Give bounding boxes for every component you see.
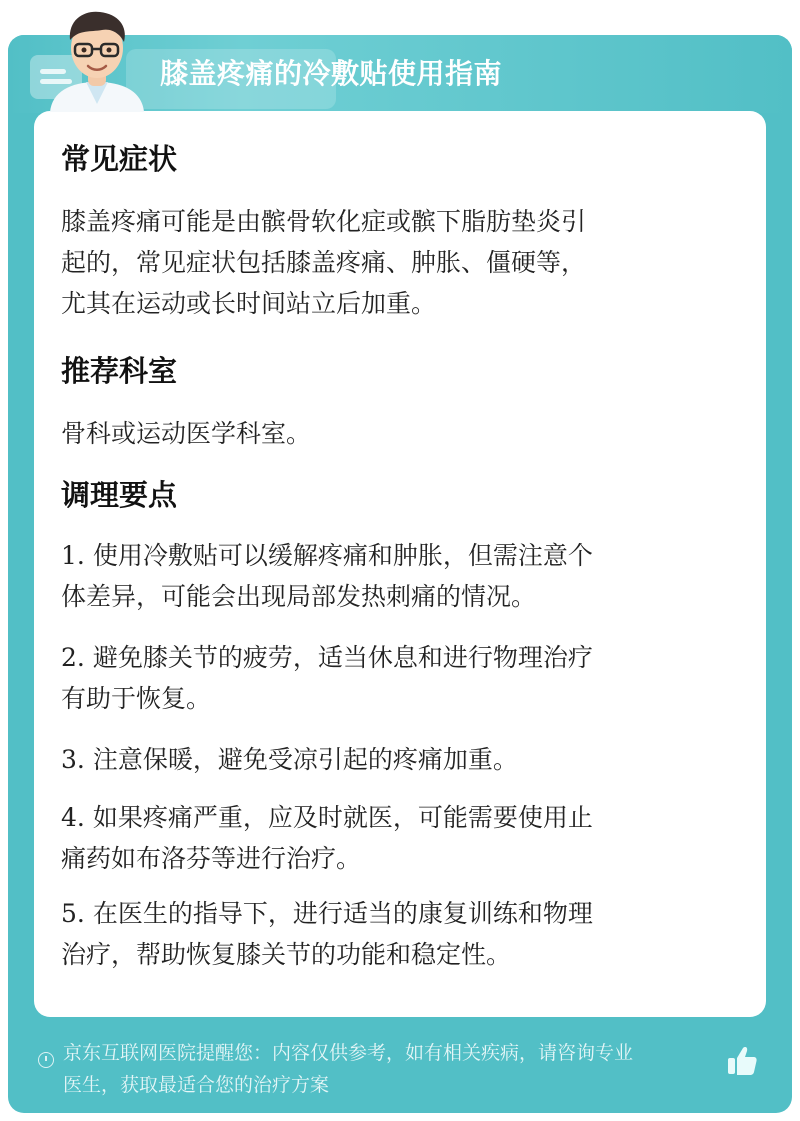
care-item-text: 痛药如布洛芬等进行治疗。 [61, 844, 362, 873]
disclaimer-line: 京东互联网医院提醒您：内容仅供参考，如有相关疾病，请咨询专业 [63, 1042, 634, 1064]
care-item-text: 有助于恢复。 [61, 684, 212, 713]
symptoms-line: 膝盖疼痛可能是由髌骨软化症或髌下脂肪垫炎引 [61, 207, 587, 236]
page-title: 膝盖疼痛的冷敷贴使用指南 [160, 57, 503, 90]
care-item-text: 使用冷敷贴可以缓解疼痛和肿胀，但需注意个 [92, 541, 593, 570]
section-title-care: 调理要点 [61, 478, 178, 512]
care-item [61, 797, 741, 879]
care-item-text: 治疗，帮助恢复膝关节的功能和稳定性。 [61, 940, 512, 969]
department-text: 骨科或运动医学科室。 [61, 419, 312, 448]
article-frame [8, 35, 792, 1113]
section-title-symptoms: 常见症状 [61, 142, 178, 176]
care-item-text: 体差异，可能会出现局部发热刺痛的情况。 [61, 582, 537, 611]
care-item-number: 4. [61, 803, 85, 832]
care-item [61, 893, 741, 975]
care-item [61, 739, 741, 780]
symptoms-line: 起的，常见症状包括膝盖疼痛、肿胀、僵硬等， [61, 248, 587, 277]
care-item-number: 3. [61, 745, 85, 774]
care-item-number: 5. [61, 899, 85, 928]
thumbs-up-icon[interactable] [724, 1043, 760, 1079]
symptoms-text [61, 201, 741, 324]
care-item-number: 2. [61, 643, 85, 672]
section-title-department: 推荐科室 [61, 354, 178, 388]
care-item-text: 如果疼痛严重，应及时就医，可能需要使用止 [92, 803, 593, 832]
care-item-text: 避免膝关节的疲劳，适当休息和进行物理治疗 [92, 643, 593, 672]
care-item [61, 535, 741, 617]
doctor-avatar-icon [42, 8, 152, 112]
care-item-text: 在医生的指导下，进行适当的康复训练和物理 [92, 899, 593, 928]
care-item-text: 注意保暖，避免受凉引起的疼痛加重。 [92, 745, 518, 774]
symptoms-line: 尤其在运动或长时间站立后加重。 [61, 289, 437, 318]
content-card [34, 111, 766, 1017]
care-item-number: 1. [61, 541, 85, 570]
footer-disclaimer [8, 1023, 792, 1113]
disclaimer-text [63, 1037, 728, 1101]
disclaimer-line: 医生，获取最适合您的治疗方案 [63, 1074, 330, 1096]
care-item [61, 637, 741, 719]
info-icon [38, 1052, 54, 1068]
